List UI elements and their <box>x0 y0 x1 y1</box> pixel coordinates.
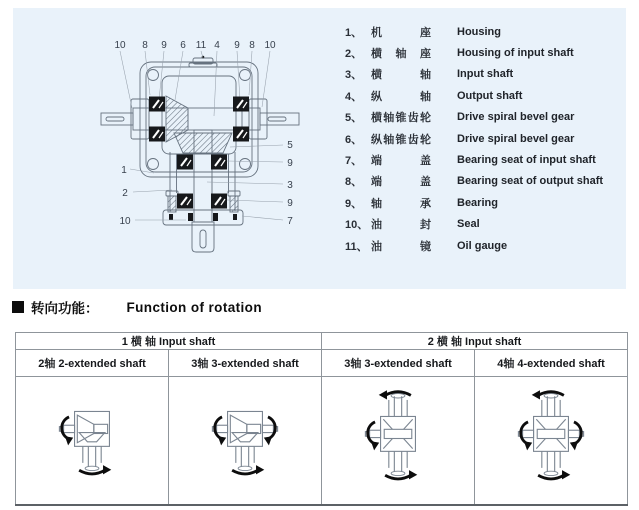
gearbox-rotation-icon <box>505 388 597 489</box>
parts-list-item <box>345 149 603 170</box>
callout-label: 9 <box>161 40 167 51</box>
rotation-function-table <box>15 332 628 506</box>
rotation-cell-3 <box>322 377 475 506</box>
bearing-block <box>177 155 193 170</box>
bearing-block <box>177 194 193 209</box>
parts-list-item <box>345 85 603 106</box>
part-name-zh: 横轴 <box>371 69 431 82</box>
parts-list-item <box>345 128 603 149</box>
gearbox-rotation-icon <box>46 383 138 484</box>
part-number: 8、 <box>345 176 363 189</box>
parts-list-item <box>345 64 603 85</box>
rotation-arrow-left <box>521 421 528 443</box>
bearing-block <box>211 194 227 209</box>
rotation-arrow-left <box>215 416 222 438</box>
bearing-block <box>149 97 165 112</box>
part-name-zh: 横轴座 <box>371 48 431 61</box>
callout-label: 10 <box>114 40 126 51</box>
part-name-zh: 机座 <box>371 26 431 39</box>
parts-list <box>345 21 603 256</box>
callout-label: 4 <box>214 40 220 51</box>
part-name-zh: 端盖 <box>371 155 431 168</box>
part-name-zh: 油镜 <box>371 240 431 253</box>
section-title-en: Function of rotation <box>126 299 262 315</box>
part-name-zh: 横轴锥齿轮 <box>371 112 431 125</box>
callout-label: 2 <box>122 188 128 199</box>
rotation-cell-1 <box>16 377 169 506</box>
callout-label: 3 <box>287 180 293 191</box>
rotation-arrow-left <box>62 416 69 438</box>
part-number: 2、 <box>345 48 363 61</box>
bearing-block <box>211 155 227 170</box>
column-header-4-extended: 4轴 4-extended shaft <box>475 350 628 377</box>
parts-list-item <box>345 214 603 235</box>
part-number: 11、 <box>345 240 368 253</box>
parts-list-item <box>345 107 603 128</box>
callout-label: 9 <box>234 40 240 51</box>
gearbox-rotation-icon <box>199 383 291 484</box>
callout-label: 5 <box>287 140 293 151</box>
gearbox-rotation-icon <box>352 388 444 489</box>
bearing-block <box>149 127 165 142</box>
part-name-zh: 油封 <box>371 219 431 232</box>
bearing-block <box>233 127 249 142</box>
part-name-en: Oil gauge <box>457 239 508 252</box>
part-name-zh: 纵轴锥齿轮 <box>371 133 431 146</box>
part-number: 5、 <box>345 112 363 125</box>
part-name-en: Seal <box>457 218 480 231</box>
rotation-arrow-right <box>268 416 275 438</box>
parts-list-item <box>345 21 603 42</box>
part-name-zh: 纵轴 <box>371 90 431 103</box>
column-header-3-extended-a: 3轴 3-extended shaft <box>169 350 322 377</box>
part-number: 7、 <box>345 155 363 168</box>
callout-label: 9 <box>287 158 293 169</box>
part-name-zh: 轴承 <box>371 197 431 210</box>
callout-label: 10 <box>264 40 276 51</box>
section-header <box>12 297 262 317</box>
part-number: 9、 <box>345 197 363 210</box>
section-title-zh: 转向功能： <box>31 301 99 316</box>
part-number: 6、 <box>345 133 363 146</box>
part-name-zh: 端盖 <box>371 176 431 189</box>
callout-label: 7 <box>287 216 293 227</box>
callout-label: 10 <box>119 216 131 227</box>
callout-label: 1 <box>121 165 127 176</box>
rotation-cell-4 <box>475 377 628 506</box>
callout-label: 8 <box>142 40 148 51</box>
part-name-en: Housing of input shaft <box>457 47 574 60</box>
callout-label: 6 <box>180 40 186 51</box>
part-name-en: Bearing seat of input shaft <box>457 154 596 167</box>
part-name-en: Housing <box>457 25 501 38</box>
parts-list-item <box>345 192 603 213</box>
housing-outline <box>101 58 299 252</box>
callout-label: 8 <box>249 40 255 51</box>
rotation-cell-2 <box>169 377 322 506</box>
group-header-input-shaft-2: 2 横 轴 Input shaft <box>322 333 628 350</box>
part-number: 3、 <box>345 69 363 82</box>
callout-label: 11 <box>195 40 207 51</box>
callout-label: 9 <box>287 198 293 209</box>
group-header-input-shaft-1: 1 横 轴 Input shaft <box>16 333 322 350</box>
part-number: 4、 <box>345 90 363 103</box>
gearbox-section-diagram <box>15 8 345 289</box>
part-name-en: Drive spiral bevel gear <box>457 111 575 124</box>
part-name-en: Input shaft <box>457 68 514 81</box>
section-bullet-icon <box>12 301 24 313</box>
column-header-2-extended: 2轴 2-extended shaft <box>16 350 169 377</box>
part-name-en: Output shaft <box>457 89 523 102</box>
overview-panel <box>13 8 626 289</box>
rotation-arrow-right <box>574 421 581 443</box>
parts-list-item <box>345 171 603 192</box>
rotation-arrow-left <box>368 421 375 443</box>
part-number: 1、 <box>345 26 363 39</box>
part-name-en: Bearing seat of output shaft <box>457 175 604 188</box>
column-header-3-extended-b: 3轴 3-extended shaft <box>322 350 475 377</box>
part-name-en: Drive spiral bevel gear <box>457 132 575 145</box>
bearing-block <box>233 97 249 112</box>
part-name-en: Bearing <box>457 196 498 209</box>
part-number: 10、 <box>345 219 369 232</box>
parts-list-item <box>345 235 603 256</box>
parts-list-item <box>345 42 603 63</box>
